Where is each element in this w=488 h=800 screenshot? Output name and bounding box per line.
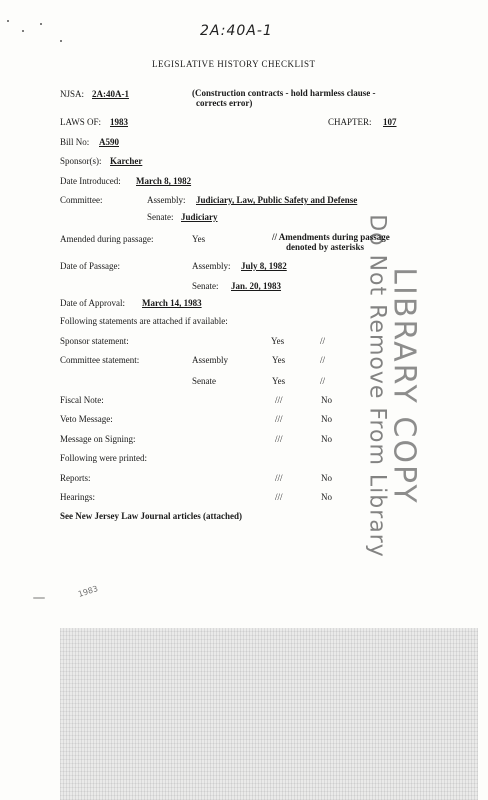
committee-statement-senate-mark: // — [320, 376, 326, 386]
committee-senate-label: Senate: — [147, 212, 174, 222]
veto-message-value: No — [321, 414, 332, 424]
passage-senate-label: Senate: — [192, 281, 219, 291]
committee-statement-assembly-label: Assembly — [192, 355, 228, 365]
scan-speck — [60, 40, 62, 42]
hearings-label: Hearings: — [60, 492, 95, 502]
committee-senate-value: Judiciary — [181, 212, 218, 222]
printed-heading: Following were printed: — [60, 453, 147, 463]
njsa-label: NJSA: — [60, 89, 85, 99]
approval-label: Date of Approval: — [60, 298, 125, 308]
subject-line-2: corrects error) — [196, 98, 253, 108]
amended-label: Amended during passage: — [60, 234, 154, 244]
passage-senate-value: Jan. 20, 1983 — [231, 281, 282, 291]
reports-label: Reports: — [60, 473, 91, 483]
signing-message-value: No — [321, 434, 332, 444]
handwritten-statute-code: 2A:40A-1 — [200, 23, 273, 39]
sponsor-label: Sponsor(s): — [60, 156, 102, 166]
amended-note-line-1: // Amendments during passage — [272, 232, 390, 242]
committee-label: Committee: — [60, 195, 103, 205]
veto-message-mark: /// — [275, 414, 283, 424]
committee-statement-assembly-mark: // — [320, 355, 326, 365]
laws-of-label: LAWS OF: — [60, 117, 102, 127]
veto-message-label: Veto Message: — [60, 414, 113, 424]
sponsor-value: Karcher — [110, 156, 143, 166]
fiscal-note-label: Fiscal Note: — [60, 395, 104, 405]
reports-mark: /// — [275, 473, 283, 483]
amended-value: Yes — [192, 234, 206, 244]
passage-assembly-label: Assembly: — [192, 261, 231, 271]
introduced-label: Date Introduced: — [60, 176, 121, 186]
stamp-subtitle: Do Not Remove From Library — [364, 214, 390, 558]
bill-value: A590 — [99, 137, 119, 147]
scan-speck — [7, 20, 9, 22]
signing-message-label: Message on Signing: — [60, 434, 136, 444]
faint-year-mark: 1983 — [76, 584, 100, 599]
committee-statement-senate-yes: Yes — [272, 376, 286, 386]
fiscal-note-mark: /// — [275, 395, 283, 405]
passage-label: Date of Passage: — [60, 261, 120, 271]
njsa-value: 2A:40A-1 — [92, 89, 129, 99]
sponsor-statement-mark: // — [320, 336, 326, 346]
laws-of-value: 1983 — [110, 117, 128, 127]
committee-statement-assembly-yes: Yes — [272, 355, 286, 365]
library-copy-stamp — [364, 214, 422, 558]
footer-note: See New Jersey Law Journal articles (attached) — [60, 511, 242, 521]
committee-statement-label: Committee statement: — [60, 355, 140, 365]
introduced-value: March 8, 1982 — [136, 176, 192, 186]
amended-note-line-2: denoted by asterisks — [286, 242, 365, 252]
hearings-value: No — [321, 492, 332, 502]
fiscal-note-value: No — [321, 395, 332, 405]
scan-speck — [33, 597, 45, 599]
scan-speck — [40, 23, 42, 25]
sponsor-statement-yes: Yes — [271, 336, 285, 346]
committee-statement-senate-label: Senate — [192, 376, 216, 386]
chapter-value: 107 — [383, 117, 397, 127]
subject-line-1: (Construction contracts - hold harmless clause - — [192, 88, 376, 98]
attached-statements-heading: Following statements are attached if available: — [60, 316, 228, 326]
passage-assembly-value: July 8, 1982 — [241, 261, 287, 271]
reports-value: No — [321, 473, 332, 483]
sponsor-statement-label: Sponsor statement: — [60, 336, 129, 346]
checklist-title: LEGISLATIVE HISTORY CHECKLIST — [152, 59, 316, 69]
committee-assembly-label: Assembly: — [147, 195, 186, 205]
chapter-label: CHAPTER: — [328, 117, 372, 127]
approval-value: March 14, 1983 — [142, 298, 202, 308]
signing-message-mark: /// — [275, 434, 283, 444]
hearings-mark: /// — [275, 492, 283, 502]
bill-label: Bill No: — [60, 137, 90, 147]
stamp-title: LIBRARY COPY — [386, 267, 422, 505]
scan-speck — [22, 30, 24, 32]
scan-noise-area — [60, 628, 478, 800]
committee-assembly-value: Judiciary, Law, Public Safety and Defense — [196, 195, 358, 205]
